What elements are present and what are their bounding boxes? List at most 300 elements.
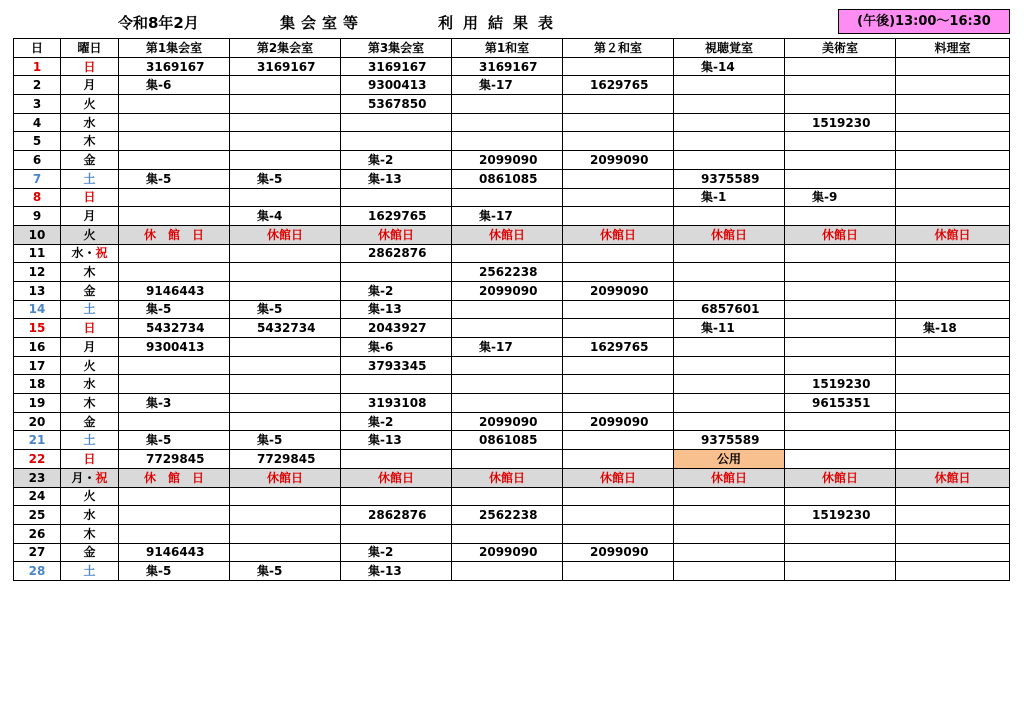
usage-cell	[674, 132, 785, 151]
usage-cell	[563, 431, 674, 450]
day-cell: 18	[14, 375, 61, 394]
table-row	[14, 207, 1010, 226]
table-row	[14, 132, 1010, 151]
usage-cell	[230, 543, 341, 562]
usage-cell	[119, 244, 230, 263]
day-cell: 2	[14, 76, 61, 95]
usage-cell	[674, 506, 785, 525]
usage-cell: 3169167	[452, 57, 563, 76]
usage-cell	[452, 132, 563, 151]
usage-cell: 2862876	[341, 244, 452, 263]
usage-cell	[230, 244, 341, 263]
usage-cell: 休館日	[896, 468, 1010, 487]
usage-cell	[452, 300, 563, 319]
usage-cell	[674, 244, 785, 263]
usage-cell	[896, 450, 1010, 469]
usage-cell	[785, 244, 896, 263]
weekday-cell: 土	[61, 562, 119, 581]
usage-cell	[452, 244, 563, 263]
usage-cell: 1519230	[785, 375, 896, 394]
weekday-cell: 木	[61, 132, 119, 151]
usage-cell: 1519230	[785, 506, 896, 525]
usage-cell: 集-5	[230, 431, 341, 450]
usage-cell: 集-2	[341, 412, 452, 431]
usage-cell	[230, 132, 341, 151]
usage-cell: 集-18	[896, 319, 1010, 338]
col-header-av-room: 視聴覚室	[674, 39, 785, 58]
report-subtitle: 利用結果表	[438, 14, 564, 32]
usage-cell	[563, 263, 674, 282]
weekday-cell: 水・祝	[61, 244, 119, 263]
day-cell: 4	[14, 113, 61, 132]
weekday-cell: 金	[61, 151, 119, 170]
usage-cell	[785, 263, 896, 282]
usage-cell	[563, 450, 674, 469]
usage-cell	[785, 412, 896, 431]
usage-cell	[674, 263, 785, 282]
usage-cell	[785, 95, 896, 114]
usage-cell	[563, 319, 674, 338]
usage-cell	[785, 487, 896, 506]
day-cell: 24	[14, 487, 61, 506]
usage-cell	[341, 263, 452, 282]
usage-cell	[341, 113, 452, 132]
usage-cell: 3169167	[230, 57, 341, 76]
usage-cell: 5432734	[119, 319, 230, 338]
table-row	[14, 356, 1010, 375]
report-month: 令和8年2月	[118, 14, 199, 32]
weekday-cell: 金	[61, 543, 119, 562]
usage-cell: 2043927	[341, 319, 452, 338]
table-row	[14, 431, 1010, 450]
weekday-cell: 火	[61, 356, 119, 375]
weekday-cell: 火	[61, 95, 119, 114]
day-cell: 6	[14, 151, 61, 170]
day-cell: 7	[14, 169, 61, 188]
usage-cell: 休館日	[896, 225, 1010, 244]
usage-cell	[230, 76, 341, 95]
usage-cell	[896, 281, 1010, 300]
table-row	[14, 506, 1010, 525]
usage-cell	[674, 524, 785, 543]
usage-cell	[563, 95, 674, 114]
usage-cell	[452, 375, 563, 394]
table-row	[14, 468, 1010, 487]
usage-cell	[230, 394, 341, 413]
usage-cell: 休館日	[674, 225, 785, 244]
usage-cell	[896, 394, 1010, 413]
table-row	[14, 57, 1010, 76]
col-header-room1: 第1集会室	[119, 39, 230, 58]
table-row	[14, 450, 1010, 469]
usage-cell: 集-6	[119, 76, 230, 95]
usage-cell	[896, 113, 1010, 132]
usage-cell	[896, 524, 1010, 543]
usage-cell	[785, 524, 896, 543]
usage-cell: 5367850	[341, 95, 452, 114]
usage-cell: 集-5	[119, 169, 230, 188]
usage-cell	[896, 338, 1010, 357]
usage-cell	[341, 487, 452, 506]
table-row	[14, 412, 1010, 431]
usage-cell: 集-13	[341, 169, 452, 188]
usage-cell	[230, 487, 341, 506]
col-header-washitsu1: 第1和室	[452, 39, 563, 58]
usage-cell: 集-5	[119, 562, 230, 581]
time-slot-badge: (午後)13:00～16:30	[838, 9, 1010, 34]
usage-cell	[563, 375, 674, 394]
usage-cell: 集-13	[341, 300, 452, 319]
table-row	[14, 300, 1010, 319]
usage-cell: 休館日	[785, 225, 896, 244]
usage-cell: 2099090	[563, 412, 674, 431]
usage-cell: 9615351	[785, 394, 896, 413]
usage-cell	[674, 356, 785, 375]
usage-cell	[230, 281, 341, 300]
usage-cell	[341, 375, 452, 394]
usage-cell	[563, 188, 674, 207]
usage-cell: 2099090	[563, 543, 674, 562]
usage-cell	[896, 412, 1010, 431]
usage-cell: 2099090	[452, 543, 563, 562]
usage-cell	[230, 524, 341, 543]
table-row	[14, 562, 1010, 581]
day-cell: 3	[14, 95, 61, 114]
usage-cell	[563, 207, 674, 226]
table-row	[14, 244, 1010, 263]
usage-cell	[674, 375, 785, 394]
usage-cell	[896, 562, 1010, 581]
day-cell: 22	[14, 450, 61, 469]
usage-cell	[119, 506, 230, 525]
table-row	[14, 95, 1010, 114]
usage-cell: 1629765	[563, 338, 674, 357]
usage-cell	[230, 263, 341, 282]
usage-cell: 集-17	[452, 76, 563, 95]
usage-cell	[563, 132, 674, 151]
usage-cell	[230, 338, 341, 357]
usage-cell: 1519230	[785, 113, 896, 132]
usage-cell	[785, 207, 896, 226]
day-cell: 17	[14, 356, 61, 375]
usage-cell	[896, 169, 1010, 188]
table-row	[14, 524, 1010, 543]
usage-cell	[119, 487, 230, 506]
weekday-cell: 土	[61, 431, 119, 450]
usage-cell: 7729845	[230, 450, 341, 469]
usage-cell: 2562238	[452, 506, 563, 525]
usage-cell	[896, 487, 1010, 506]
usage-cell	[341, 524, 452, 543]
weekday-cell: 火	[61, 225, 119, 244]
usage-cell	[674, 543, 785, 562]
usage-cell	[674, 281, 785, 300]
usage-cell: 集-6	[341, 338, 452, 357]
day-cell: 13	[14, 281, 61, 300]
col-header-cooking-room: 料理室	[896, 39, 1010, 58]
usage-cell	[119, 263, 230, 282]
day-cell: 25	[14, 506, 61, 525]
usage-cell	[674, 338, 785, 357]
col-header-room2: 第2集会室	[230, 39, 341, 58]
usage-cell	[230, 151, 341, 170]
table-row	[14, 169, 1010, 188]
day-cell: 10	[14, 225, 61, 244]
usage-cell	[896, 207, 1010, 226]
weekday-cell: 月	[61, 76, 119, 95]
table-row	[14, 263, 1010, 282]
usage-cell: 1629765	[563, 76, 674, 95]
usage-cell: 2099090	[452, 151, 563, 170]
usage-cell	[674, 412, 785, 431]
usage-cell	[785, 356, 896, 375]
day-cell: 8	[14, 188, 61, 207]
day-cell: 15	[14, 319, 61, 338]
weekday-cell: 金	[61, 281, 119, 300]
usage-cell: 集-2	[341, 543, 452, 562]
usage-cell	[896, 543, 1010, 562]
col-header-day: 日	[14, 39, 61, 58]
usage-cell	[452, 113, 563, 132]
day-cell: 9	[14, 207, 61, 226]
day-cell: 20	[14, 412, 61, 431]
usage-cell	[230, 95, 341, 114]
usage-cell: 休館日	[341, 468, 452, 487]
usage-cell	[785, 57, 896, 76]
day-cell: 11	[14, 244, 61, 263]
table-row	[14, 225, 1010, 244]
weekday-cell: 月	[61, 338, 119, 357]
table-row	[14, 338, 1010, 357]
day-cell: 28	[14, 562, 61, 581]
day-cell: 26	[14, 524, 61, 543]
usage-cell	[785, 562, 896, 581]
usage-table	[13, 38, 1010, 581]
usage-cell: 休館日	[563, 225, 674, 244]
usage-cell: 3793345	[341, 356, 452, 375]
usage-cell: 集-5	[230, 169, 341, 188]
usage-cell	[119, 207, 230, 226]
usage-cell	[896, 132, 1010, 151]
table-header-row	[14, 39, 1010, 58]
usage-cell: 2099090	[452, 412, 563, 431]
usage-cell: 2562238	[452, 263, 563, 282]
usage-cell: 5432734	[230, 319, 341, 338]
usage-cell	[119, 188, 230, 207]
usage-cell: 3169167	[341, 57, 452, 76]
weekday-cell: 土	[61, 169, 119, 188]
day-cell: 19	[14, 394, 61, 413]
usage-cell: 集-5	[119, 300, 230, 319]
weekday-cell: 日	[61, 319, 119, 338]
usage-cell	[785, 338, 896, 357]
weekday-cell: 水	[61, 375, 119, 394]
report-title: 集会室等	[280, 14, 365, 32]
usage-cell: 9146443	[119, 281, 230, 300]
usage-cell: 3169167	[119, 57, 230, 76]
day-cell: 16	[14, 338, 61, 357]
usage-cell	[119, 151, 230, 170]
usage-cell	[896, 76, 1010, 95]
usage-cell	[341, 188, 452, 207]
weekday-cell: 日	[61, 450, 119, 469]
day-cell: 21	[14, 431, 61, 450]
usage-cell: 3193108	[341, 394, 452, 413]
usage-cell	[785, 431, 896, 450]
usage-cell	[563, 356, 674, 375]
usage-cell: 2862876	[341, 506, 452, 525]
usage-cell	[230, 188, 341, 207]
table-row	[14, 76, 1010, 95]
weekday-cell: 水	[61, 113, 119, 132]
usage-cell	[896, 375, 1010, 394]
usage-cell: 集-5	[230, 300, 341, 319]
usage-cell: 9146443	[119, 543, 230, 562]
usage-cell	[896, 300, 1010, 319]
usage-cell: 休館日	[674, 468, 785, 487]
usage-cell	[896, 263, 1010, 282]
col-header-art-room: 美術室	[785, 39, 896, 58]
usage-cell: 休 館 日	[119, 468, 230, 487]
usage-cell	[119, 524, 230, 543]
usage-cell: 0861085	[452, 431, 563, 450]
usage-cell: 集-3	[119, 394, 230, 413]
usage-cell: 2099090	[563, 151, 674, 170]
usage-cell: 0861085	[452, 169, 563, 188]
usage-cell	[563, 300, 674, 319]
usage-cell	[674, 95, 785, 114]
usage-cell	[674, 394, 785, 413]
usage-cell: 2099090	[563, 281, 674, 300]
usage-cell: 集-11	[674, 319, 785, 338]
usage-cell	[119, 113, 230, 132]
usage-cell: 集-17	[452, 338, 563, 357]
usage-cell: 休館日	[452, 468, 563, 487]
table-row	[14, 487, 1010, 506]
usage-cell: 休館日	[785, 468, 896, 487]
day-cell: 27	[14, 543, 61, 562]
usage-cell	[896, 356, 1010, 375]
usage-cell	[674, 76, 785, 95]
usage-cell: 7729845	[119, 450, 230, 469]
usage-cell	[452, 188, 563, 207]
col-header-weekday: 曜日	[61, 39, 119, 58]
usage-cell	[785, 281, 896, 300]
weekday-cell: 水	[61, 506, 119, 525]
usage-cell	[452, 356, 563, 375]
holiday-mark: 祝	[95, 470, 108, 485]
usage-cell	[341, 132, 452, 151]
usage-cell	[785, 319, 896, 338]
weekday-cell: 金	[61, 412, 119, 431]
usage-cell: 集-9	[785, 188, 896, 207]
usage-cell	[119, 132, 230, 151]
usage-cell: 集-1	[674, 188, 785, 207]
holiday-mark: 祝	[95, 246, 108, 261]
usage-cell: 集-4	[230, 207, 341, 226]
usage-cell	[896, 244, 1010, 263]
usage-cell: 集-2	[341, 151, 452, 170]
usage-cell	[563, 394, 674, 413]
usage-cell	[563, 169, 674, 188]
col-header-room3: 第3集会室	[341, 39, 452, 58]
usage-cell	[896, 431, 1010, 450]
usage-cell	[785, 300, 896, 319]
usage-cell	[230, 506, 341, 525]
usage-cell: 休館日	[452, 225, 563, 244]
weekday-cell: 月・祝	[61, 468, 119, 487]
usage-cell	[230, 113, 341, 132]
usage-cell	[674, 487, 785, 506]
usage-cell	[674, 207, 785, 226]
weekday-cell: 日	[61, 57, 119, 76]
table-row	[14, 151, 1010, 170]
usage-cell	[785, 450, 896, 469]
usage-cell	[563, 524, 674, 543]
usage-cell	[563, 113, 674, 132]
usage-cell	[230, 412, 341, 431]
usage-cell	[674, 562, 785, 581]
usage-cell: 集-5	[119, 431, 230, 450]
weekday-cell: 火	[61, 487, 119, 506]
usage-cell: 休館日	[230, 468, 341, 487]
day-cell: 12	[14, 263, 61, 282]
usage-cell	[452, 562, 563, 581]
usage-cell	[452, 95, 563, 114]
usage-cell	[119, 412, 230, 431]
table-row	[14, 543, 1010, 562]
table-row	[14, 281, 1010, 300]
usage-cell	[785, 151, 896, 170]
usage-cell	[563, 244, 674, 263]
day-cell: 5	[14, 132, 61, 151]
usage-cell: 9300413	[119, 338, 230, 357]
usage-cell: 1629765	[341, 207, 452, 226]
usage-cell	[452, 524, 563, 543]
usage-cell: 集-14	[674, 57, 785, 76]
usage-cell	[563, 57, 674, 76]
usage-cell	[896, 95, 1010, 114]
usage-cell	[563, 506, 674, 525]
usage-cell: 集-13	[341, 562, 452, 581]
usage-cell	[785, 169, 896, 188]
usage-cell: 休館日	[341, 225, 452, 244]
usage-cell	[563, 487, 674, 506]
usage-cell: 公用	[674, 450, 785, 469]
usage-cell: 集-17	[452, 207, 563, 226]
usage-cell	[452, 450, 563, 469]
table-row	[14, 375, 1010, 394]
usage-cell	[785, 76, 896, 95]
usage-cell: 2099090	[452, 281, 563, 300]
table-row	[14, 319, 1010, 338]
day-cell: 1	[14, 57, 61, 76]
usage-cell	[896, 188, 1010, 207]
usage-cell	[896, 57, 1010, 76]
usage-cell	[896, 506, 1010, 525]
day-cell: 14	[14, 300, 61, 319]
table-row	[14, 113, 1010, 132]
usage-cell	[452, 319, 563, 338]
usage-cell	[674, 151, 785, 170]
usage-cell	[230, 375, 341, 394]
weekday-cell: 土	[61, 300, 119, 319]
weekday-cell: 木	[61, 394, 119, 413]
usage-cell: 休館日	[563, 468, 674, 487]
usage-cell	[119, 356, 230, 375]
day-cell: 23	[14, 468, 61, 487]
weekday-cell: 木	[61, 524, 119, 543]
